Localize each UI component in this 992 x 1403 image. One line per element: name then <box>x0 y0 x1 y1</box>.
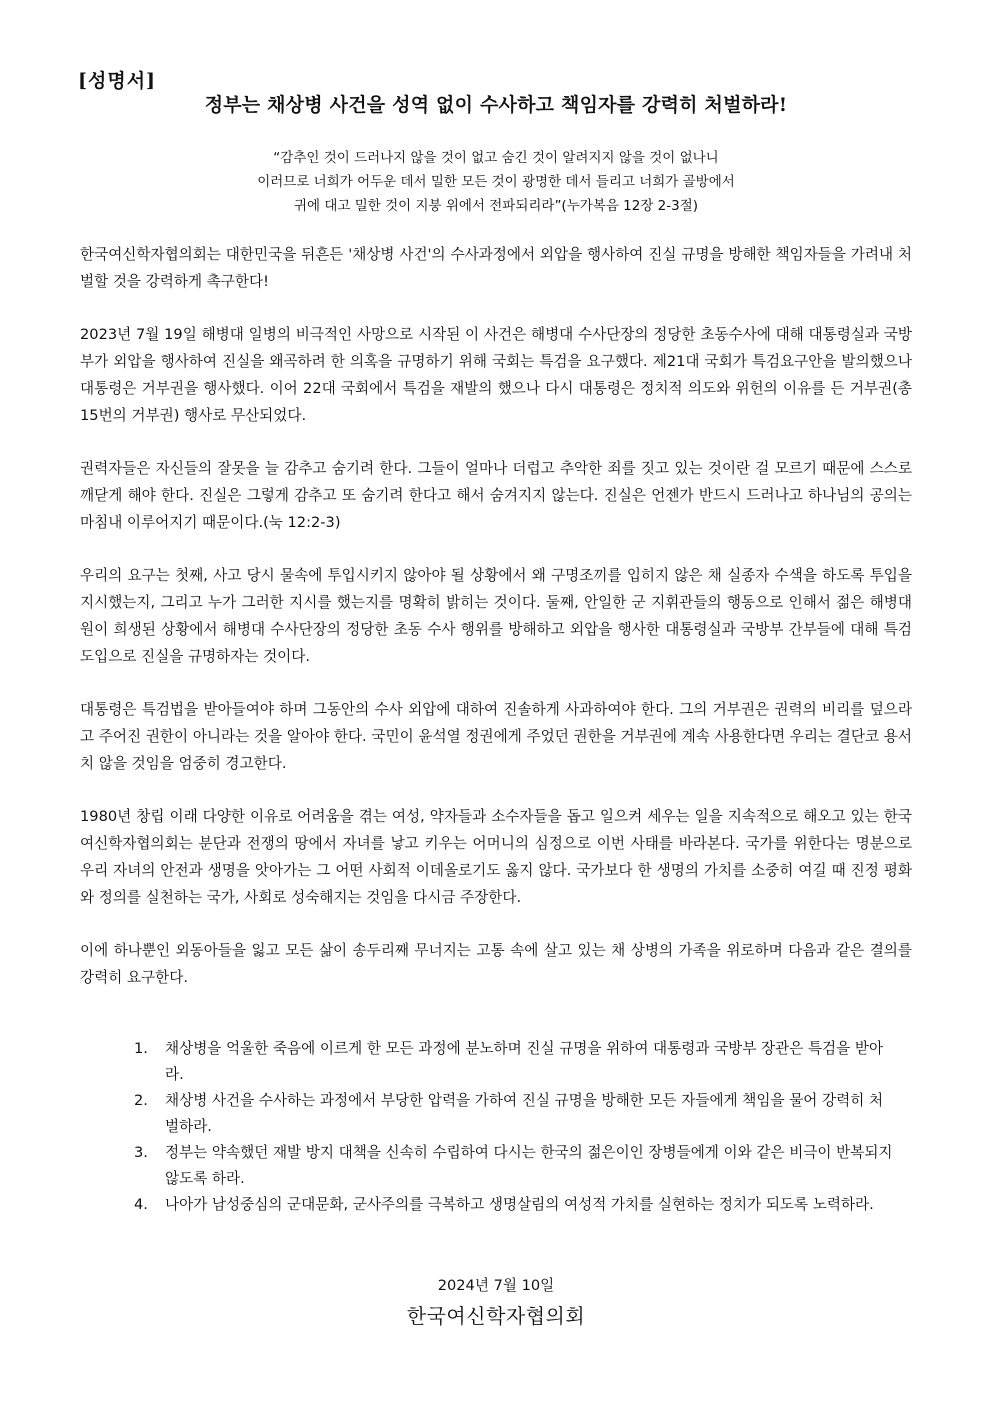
epigraph-line: “감추인 것이 드러나지 않을 것이 없고 숨긴 것이 알려지지 않을 것이 없나니 <box>273 150 719 166</box>
demand-text: 정부는 약속했던 재발 방지 대책을 신속히 수립하여 다시는 한국의 젊은이인 장병들에게 이와 같은 비극이 반복되지 않도록 하라. <box>165 1144 893 1187</box>
body-paragraph: 1980년 창립 이래 다양한 이유로 어려움을 겪는 여성, 약자들과 소수자들을 돕고 일으켜 세우는 일을 지속적으로 해오고 있는 한국여신학자협의회는 분단과 전쟁의 땅에서 자녀를 낳고 키우는 어머니의 심정으로 이번 사태를 바라본다. 국가를 위한다는 명분으로 우리 자녀의 안전과 생명을 앗아가는 그 어떤 사회적 이데올로기도 옳지 않다. 국가보다 한 생명의 가치를 소중히 여길 때 진정 평화와 정의를 실천하는 국가, 사회로 성숙해지는 것임을 다시금 주장한다. <box>80 808 912 906</box>
statement-date: 2024년 7월 10일 <box>437 1277 555 1294</box>
demand-item <box>134 1192 894 1218</box>
demand-number: 4. <box>134 1196 148 1213</box>
epigraph-line: 이러므로 너희가 어두운 데서 밀한 모든 것이 광명한 데서 들리고 너희가 골방에서 <box>257 174 735 190</box>
body-paragraph: 한국여신학자협의회는 대한민국을 뒤흔든 '채상병 사건'의 수사과정에서 외압을 행사하여 진실 규명을 방해한 책임자들을 가려내 처벌할 것을 강력하게 촉구한다! <box>80 246 912 290</box>
epigraph-line: 귀에 대고 밀한 것이 지붕 위에서 전파되리라”(누가복음 12장 2-3절) <box>293 198 699 214</box>
scripture-epigraph <box>80 146 912 218</box>
demand-item <box>134 1036 894 1087</box>
demand-number: 2. <box>134 1092 148 1109</box>
demand-item <box>134 1140 894 1191</box>
body-paragraph: 대통령은 특검법을 받아들여야 하며 그동안의 수사 외압에 대하여 진솔하게 사과하여야 한다. 그의 거부권은 권력의 비리를 덮으라고 주어진 권한이 아니라는 것을 알아야 한다. 국민이 윤석열 정권에게 주었던 권한을 거부권에 계속 사용한다면 우리는 결단코 용서치 않을 것임을 엄중히 경고한다. <box>80 701 912 772</box>
demand-number: 1. <box>134 1040 148 1057</box>
demands-list <box>134 1036 894 1219</box>
demand-item <box>134 1088 894 1139</box>
document-label: [성명서] <box>78 70 157 92</box>
body-paragraph: 2023년 7월 19일 해병대 일병의 비극적인 사망으로 시작된 이 사건은 해병대 수사단장의 정당한 초동수사에 대해 대통령실과 국방부가 외압을 행사하여 진실을 왜곡하려 한 의혹을 규명하기 위해 국회는 특검을 요구했다. 제21대 국회가 특검요구안을 발의했으나 대통령은 거부권을 행사했다. 이어 22대 국회에서 특검을 재발의 했으나 다시 대통령은 정치적 의도와 위헌의 이유를 든 거부권(총 15번의 거부권) 행사로 무산되었다. <box>80 326 912 424</box>
statement-body <box>80 241 912 1017</box>
demand-text: 채상병을 억울한 죽음에 이르게 한 모든 과정에 분노하며 진실 규명을 위하여 대통령과 국방부 장관은 특검을 받아라. <box>165 1040 884 1083</box>
issuing-organization: 한국여신학자협의회 <box>406 1304 586 1328</box>
body-paragraph: 이에 하나뿐인 외동아들을 잃고 모든 삶이 송두리째 무너지는 고통 속에 살고 있는 채 상병의 가족을 위로하며 다음과 같은 결의를 강력히 요구한다. <box>80 942 912 986</box>
body-paragraph: 권력자들은 자신들의 잘못을 늘 감추고 숨기려 한다. 그들이 얼마나 더럽고 추악한 죄를 짓고 있는 것이란 걸 모르기 때문에 스스로 깨닫게 해야 한다. 진실은 그렇게 감추고 또 숨기려 한다고 해서 숨겨지지 않는다. 진실은 언젠가 반드시 드러나고 하나님의 공의는 마침내 이루어지기 때문이다.(눅 12:2-3) <box>80 460 912 531</box>
body-paragraph: 우리의 요구는 첫째, 사고 당시 물속에 투입시키지 않아야 될 상황에서 왜 구명조끼를 입히지 않은 채 실종자 수색을 하도록 투입을 지시했는지, 그리고 누가 그러한 지시를 했는지를 명확히 밝히는 것이다. 둘째, 안일한 군 지휘관들의 행동으로 인해서 젊은 해병대원이 희생된 상황에서 해병대 수사단장의 정당한 초동 수사 행위를 방해하고 외압을 행사한 대통령실과 국방부 간부들에 대해 특검 도입으로 진실을 규명하자는 것이다. <box>80 567 912 665</box>
demand-text: 나아가 남성중심의 군대문화, 군사주의를 극복하고 생명살림의 여성적 가치를 실현하는 정치가 되도록 노력하라. <box>165 1196 874 1213</box>
demand-text: 채상병 사건을 수사하는 과정에서 부당한 압력을 가하여 진실 규명을 방해한 모든 자들에게 책임을 물어 강력히 처벌하라. <box>165 1092 884 1135</box>
document-title: 정부는 채상병 사건을 성역 없이 수사하고 책임자를 강력히 처벌하라! <box>204 94 788 116</box>
demand-number: 3. <box>134 1144 148 1161</box>
